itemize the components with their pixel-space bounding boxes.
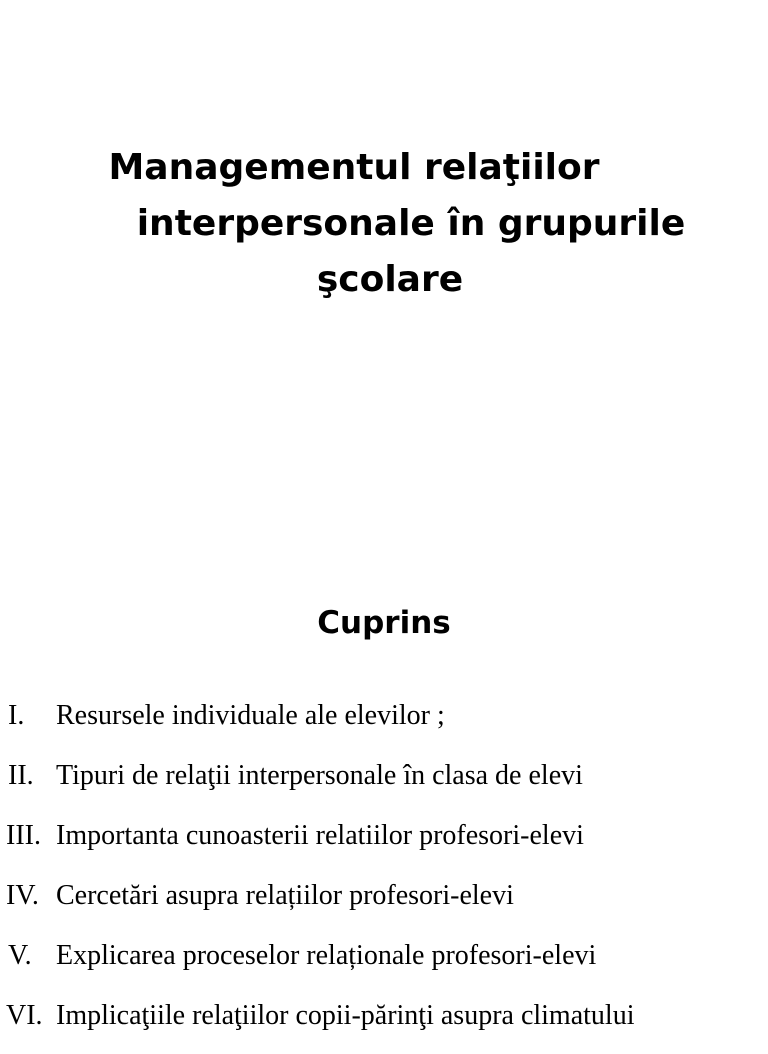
title-line-2: interpersonale în grupurile bbox=[136, 203, 686, 244]
toc-item bbox=[0, 874, 768, 934]
toc-item-text: Explicarea proceselor relaționale profesori-elevi bbox=[56, 940, 597, 971]
toc-item-text: Importanta cunoasterii relatiilor profesori-elevi bbox=[56, 820, 584, 851]
toc-item bbox=[0, 994, 768, 1054]
title-line-1: Managementul relaţiilor bbox=[108, 147, 600, 188]
toc-item-number: III. bbox=[6, 820, 41, 851]
toc-item-text: Implicaţiile relaţiilor copii-părinţi asupra climatului bbox=[56, 1000, 635, 1031]
toc-item-number: II. bbox=[8, 760, 34, 791]
toc-item-number: V. bbox=[8, 940, 32, 971]
toc-item-number: I. bbox=[8, 700, 25, 731]
toc-item-number: VI. bbox=[6, 1000, 43, 1031]
toc-item-number: IV. bbox=[6, 880, 39, 911]
toc-item bbox=[0, 754, 768, 814]
slide-title bbox=[90, 140, 690, 308]
table-of-contents bbox=[0, 694, 768, 1054]
toc-item bbox=[0, 934, 768, 994]
toc-item bbox=[0, 814, 768, 874]
toc-item-text: Resursele individuale ale elevilor ; bbox=[56, 700, 445, 731]
toc-item bbox=[0, 694, 768, 754]
toc-item-text: Cercetări asupra relațiilor profesori-elevi bbox=[56, 880, 514, 911]
toc-item-text: Tipuri de relaţii interpersonale în clasa de elevi bbox=[56, 760, 583, 791]
contents-heading: Cuprins bbox=[317, 605, 451, 641]
title-line-3: şcolare bbox=[316, 259, 464, 300]
